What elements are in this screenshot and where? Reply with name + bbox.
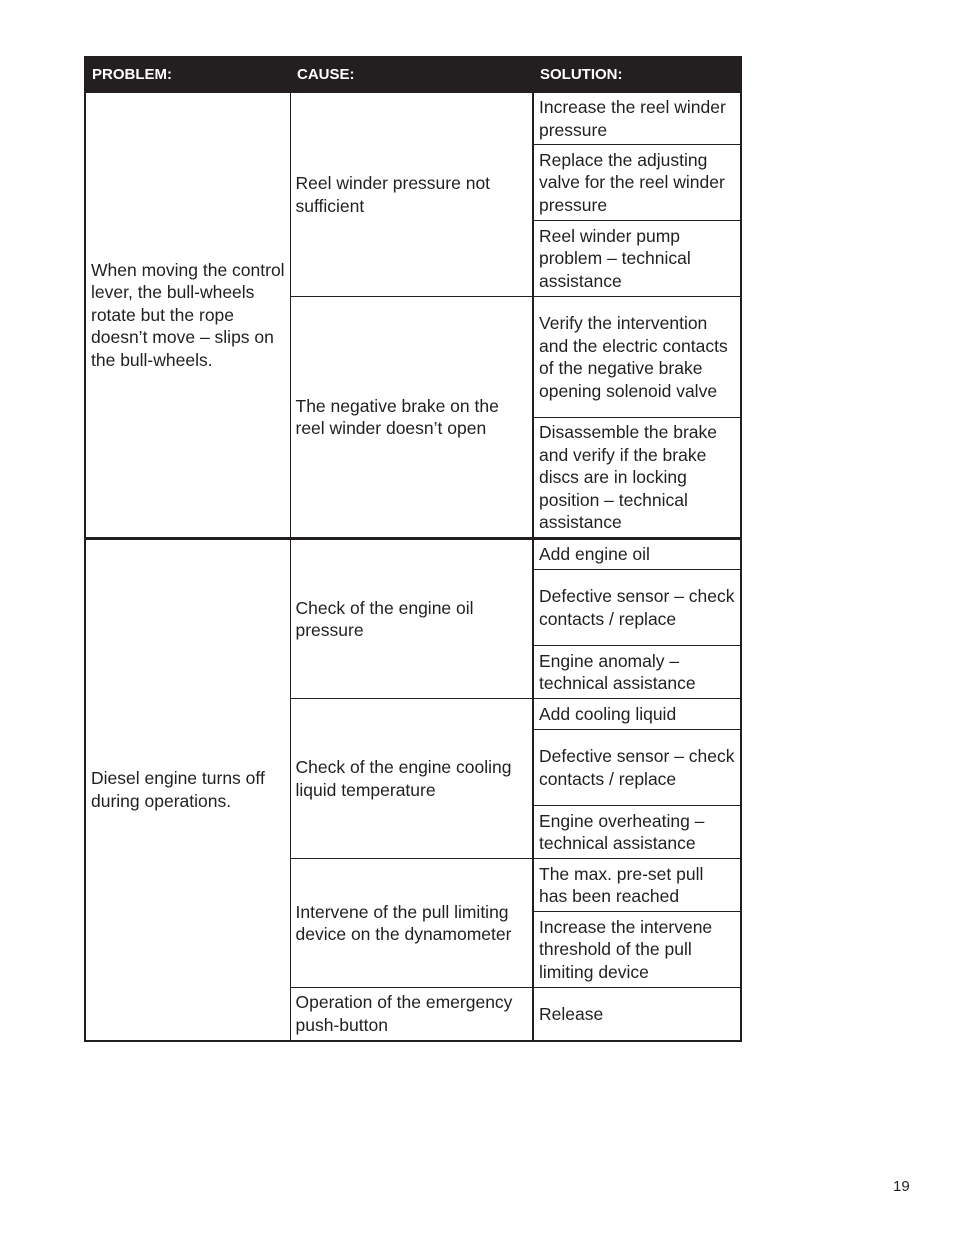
problem-cell: When moving the control lever, the bull-wheels rotate but the rope doesn’t move – slips on the bull-wheels. [85,92,290,539]
cause-cell: Reel winder pressure not sufficient [290,92,533,297]
troubleshooting-table [84,56,742,1042]
cause-cell: Check of the engine oil pressure [290,539,533,699]
header-problem: PROBLEM: [85,57,290,92]
header-cause: CAUSE: [290,57,533,92]
solution-cell: The max. pre-set pull has been reached [533,859,741,912]
problem-cell: Diesel engine turns off during operations. [85,539,290,1041]
page-number: 19 [893,1178,910,1195]
cause-cell: Check of the engine cooling liquid temperature [290,699,533,859]
header-solution: SOLUTION: [533,57,741,92]
solution-cell: Increase the intervene threshold of the pull limiting device [533,912,741,988]
cause-cell: Operation of the emergency push-button [290,988,533,1041]
solution-cell: Reel winder pump problem – technical assistance [533,221,741,297]
solution-cell: Defective sensor – check contacts / replace [533,730,741,806]
cause-cell: Intervene of the pull limiting device on the dynamometer [290,859,533,988]
solution-cell: Defective sensor – check contacts / replace [533,570,741,646]
table-row [85,539,741,570]
table-row [85,92,741,145]
solution-cell: Disassemble the brake and verify if the brake discs are in locking position – technical assistance [533,418,741,539]
solution-cell: Add cooling liquid [533,699,741,730]
solution-cell: Increase the reel winder pressure [533,92,741,145]
solution-cell: Verify the intervention and the electric contacts of the negative brake opening solenoid valve [533,297,741,418]
solution-cell: Add engine oil [533,539,741,570]
solution-cell: Engine anomaly – technical assistance [533,646,741,699]
cause-cell: The negative brake on the reel winder doesn’t open [290,297,533,539]
solution-cell: Release [533,988,741,1041]
solution-cell: Replace the adjusting valve for the reel winder pressure [533,145,741,221]
solution-cell: Engine overheating – technical assistance [533,806,741,859]
header-row [85,57,741,92]
